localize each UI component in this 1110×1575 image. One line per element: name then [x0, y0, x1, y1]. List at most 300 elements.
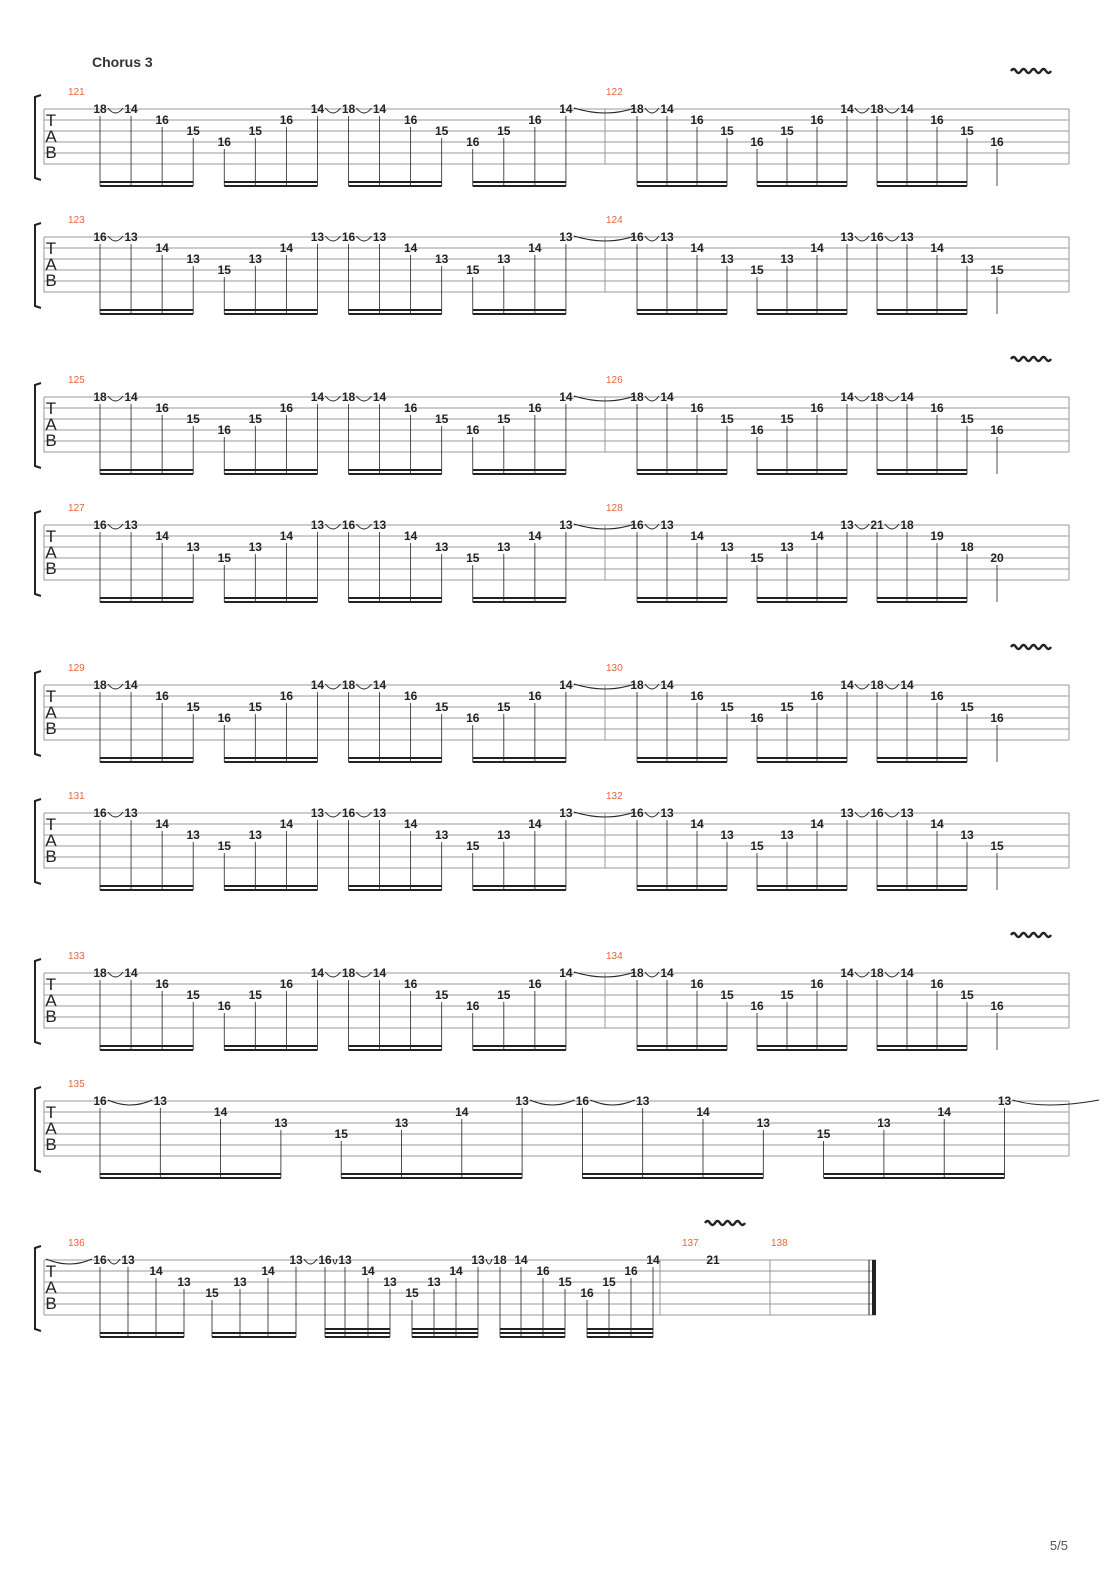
- fret-number: 13: [372, 518, 387, 532]
- fret-number: 15: [248, 124, 262, 138]
- fret-number: 16: [690, 977, 704, 991]
- fret-number: 16: [624, 1264, 638, 1278]
- fret-number: 13: [960, 828, 974, 842]
- fret-number: 14: [149, 1264, 163, 1278]
- fret-number: 18: [93, 678, 107, 692]
- fret-number: 16: [870, 230, 884, 244]
- fret-number: 13: [497, 252, 511, 266]
- fret-number: 13: [372, 230, 387, 244]
- fret-number: 16: [341, 518, 356, 532]
- measure-number: 123: [68, 215, 85, 226]
- fret-number: 16: [750, 711, 764, 725]
- fret-number: 18: [93, 966, 107, 980]
- fret-number: 13: [186, 828, 200, 842]
- fret-number: 16: [930, 401, 944, 415]
- fret-number: 14: [124, 102, 138, 116]
- tab-clef-letter: A: [45, 831, 57, 850]
- staff-bracket: [35, 223, 41, 308]
- fret-number: 14: [310, 966, 325, 980]
- tab-clef-letter: B: [45, 1294, 57, 1313]
- fret-number: 13: [960, 252, 974, 266]
- fret-number: 14: [155, 817, 169, 831]
- fret-number: 16: [630, 518, 644, 532]
- measure-number: 131: [68, 791, 85, 802]
- fret-number: 13: [338, 1253, 352, 1267]
- fret-number: 16: [279, 977, 294, 991]
- fret-number: 16: [630, 806, 644, 820]
- fret-number: 14: [528, 817, 542, 831]
- fret-number: 15: [780, 700, 794, 714]
- fret-number: 15: [990, 263, 1004, 277]
- fret-number: 16: [990, 999, 1004, 1013]
- fret-number: 13: [310, 518, 325, 532]
- fret-number: 15: [405, 1286, 419, 1300]
- tab-clef-letter: B: [45, 271, 57, 290]
- fret-number: 15: [186, 412, 200, 426]
- tab-clef-letter: T: [45, 1103, 57, 1122]
- fret-number: 15: [334, 1127, 348, 1141]
- fret-number: 13: [997, 1094, 1012, 1108]
- fret-number: 13: [780, 828, 794, 842]
- fret-number: 13: [780, 252, 794, 266]
- fret-number: 16: [403, 401, 418, 415]
- fret-number: 13: [124, 230, 138, 244]
- fret-number: 16: [930, 113, 944, 127]
- measure-number: 127: [68, 503, 85, 514]
- measure-number: 124: [606, 215, 623, 226]
- fret-number: 14: [660, 966, 674, 980]
- fret-number: 15: [466, 839, 480, 853]
- staff-bracket: [35, 959, 41, 1044]
- fret-number: 14: [449, 1264, 463, 1278]
- fret-number: 16: [536, 1264, 550, 1278]
- fret-number: 16: [93, 1253, 107, 1267]
- staff-bracket: [35, 383, 41, 468]
- fret-number: 16: [466, 135, 480, 149]
- fret-number: 15: [248, 412, 262, 426]
- fret-number: 14: [310, 678, 325, 692]
- fret-number: 15: [816, 1127, 831, 1141]
- fret-number: 13: [435, 252, 449, 266]
- fret-number: 13: [900, 806, 914, 820]
- fret-number: 14: [372, 678, 387, 692]
- staff-bracket: [35, 1087, 41, 1172]
- staff-bracket: [35, 671, 41, 756]
- fret-number: 13: [121, 1253, 135, 1267]
- fret-number: 16: [990, 711, 1004, 725]
- fret-number: 15: [558, 1275, 572, 1289]
- fret-number: 13: [248, 540, 262, 554]
- fret-number: 15: [186, 124, 200, 138]
- fret-number: 18: [341, 102, 356, 116]
- staff-bracket: [35, 1246, 41, 1331]
- measure-number: 126: [606, 375, 623, 386]
- fret-number: 16: [870, 806, 884, 820]
- measure-number: 132: [606, 791, 623, 802]
- fret-number: 16: [466, 999, 480, 1013]
- fret-number: 15: [217, 551, 231, 565]
- fret-number: 14: [900, 102, 914, 116]
- tab-clef-letter: A: [45, 1278, 57, 1297]
- fret-number: 14: [690, 529, 704, 543]
- vibrato-mark: [1011, 69, 1051, 73]
- tab-clef-letter: T: [45, 815, 57, 834]
- fret-number: 18: [341, 678, 356, 692]
- fret-number: 16: [155, 401, 169, 415]
- fret-number: 15: [960, 412, 974, 426]
- fret-number: 16: [93, 806, 107, 820]
- fret-number: 16: [466, 711, 480, 725]
- fret-number: 13: [900, 230, 914, 244]
- tab-clef-letter: T: [45, 1262, 57, 1281]
- fret-number: 14: [660, 678, 674, 692]
- fret-number: 14: [124, 390, 138, 404]
- tab-clef-letter: B: [45, 1007, 57, 1026]
- fret-number: 16: [403, 113, 418, 127]
- tab-clef-letter: B: [45, 559, 57, 578]
- fret-number: 16: [810, 689, 824, 703]
- fret-number: 14: [124, 678, 138, 692]
- staff-bracket: [35, 95, 41, 180]
- fret-number: 13: [840, 806, 854, 820]
- fret-number: 18: [93, 102, 107, 116]
- fret-number: 13: [497, 540, 511, 554]
- fret-number: 14: [690, 241, 704, 255]
- fret-number: 15: [497, 988, 511, 1002]
- tab-clef-letter: T: [45, 111, 57, 130]
- fret-number: 15: [750, 263, 764, 277]
- fret-number: 13: [289, 1253, 303, 1267]
- fret-number: 14: [840, 966, 854, 980]
- fret-number: 14: [279, 817, 294, 831]
- fret-number: 16: [403, 977, 418, 991]
- fret-number: 15: [780, 988, 794, 1002]
- fret-number: 14: [559, 390, 573, 404]
- fret-number: 14: [310, 390, 325, 404]
- fret-number: 16: [528, 689, 542, 703]
- fret-number: 13: [310, 230, 325, 244]
- fret-number: 18: [870, 678, 884, 692]
- fret-number: 13: [394, 1116, 409, 1130]
- fret-number: 15: [602, 1275, 616, 1289]
- vibrato-mark: [1011, 357, 1051, 361]
- fret-number: 13: [559, 518, 573, 532]
- fret-number: 16: [403, 689, 418, 703]
- fret-number: 13: [435, 540, 449, 554]
- section-title: Chorus 3: [92, 54, 153, 70]
- fret-number: 14: [514, 1253, 528, 1267]
- fret-number: 15: [186, 700, 200, 714]
- fret-number: 13: [427, 1275, 441, 1289]
- fret-number: 16: [528, 401, 542, 415]
- fret-number: 18: [493, 1253, 507, 1267]
- fret-number: 13: [720, 540, 734, 554]
- page-number: 5/5: [1049, 1538, 1068, 1553]
- fret-number: 16: [575, 1094, 590, 1108]
- fret-number: 16: [93, 230, 107, 244]
- fret-number: 15: [435, 412, 449, 426]
- measure-number: 125: [68, 375, 85, 386]
- fret-number: 15: [435, 124, 449, 138]
- fret-number: 14: [403, 817, 418, 831]
- fret-number: 14: [930, 241, 944, 255]
- fret-number: 13: [515, 1094, 529, 1108]
- fret-number: 13: [877, 1116, 891, 1130]
- fret-number: 16: [990, 135, 1004, 149]
- fret-number: 15: [435, 988, 449, 1002]
- fret-number: 16: [155, 689, 169, 703]
- fret-number: 13: [177, 1275, 191, 1289]
- fret-number: 14: [361, 1264, 375, 1278]
- fret-number: 15: [990, 839, 1004, 853]
- fret-number: 14: [810, 529, 824, 543]
- tab-clef-letter: A: [45, 991, 57, 1010]
- fret-number: 16: [341, 806, 356, 820]
- tab-clef-letter: A: [45, 255, 57, 274]
- measure-number: 137: [682, 1238, 699, 1249]
- fret-number: 13: [383, 1275, 397, 1289]
- staff-bracket: [35, 799, 41, 884]
- fret-number: 14: [900, 966, 914, 980]
- fret-number: 14: [559, 102, 573, 116]
- fret-number: 18: [870, 390, 884, 404]
- measure-number: 121: [68, 87, 85, 98]
- fret-number: 16: [750, 423, 764, 437]
- tab-clef-letter: T: [45, 975, 57, 994]
- fret-number: 18: [630, 102, 644, 116]
- fret-number: 14: [372, 390, 387, 404]
- fret-number: 15: [960, 700, 974, 714]
- fret-number: 14: [900, 678, 914, 692]
- fret-number: 13: [435, 828, 449, 842]
- fret-number: 18: [870, 102, 884, 116]
- fret-number: 14: [279, 241, 294, 255]
- fret-number: 16: [750, 999, 764, 1013]
- fret-number: 18: [870, 966, 884, 980]
- vibrato-mark: [705, 1221, 745, 1225]
- fret-number: 14: [261, 1264, 275, 1278]
- fret-number: 14: [660, 390, 674, 404]
- fret-number: 16: [690, 113, 704, 127]
- fret-number: 13: [756, 1116, 770, 1130]
- fret-number: 14: [937, 1105, 951, 1119]
- fret-number: 14: [840, 678, 854, 692]
- fret-number: 16: [690, 689, 704, 703]
- fret-number: 14: [528, 241, 542, 255]
- fret-number: 13: [840, 518, 854, 532]
- staff-bracket: [35, 511, 41, 596]
- fret-number: 16: [930, 977, 944, 991]
- tab-clef-letter: A: [45, 543, 57, 562]
- measure-number: 138: [771, 1238, 788, 1249]
- measure-number: 133: [68, 951, 85, 962]
- tab-clef-letter: A: [45, 415, 57, 434]
- fret-number: 13: [559, 230, 573, 244]
- fret-number: 13: [248, 828, 262, 842]
- vibrato-mark: [1011, 933, 1051, 937]
- tab-clef-letter: A: [45, 703, 57, 722]
- fret-number: 19: [930, 529, 944, 543]
- fret-number: 18: [960, 540, 974, 554]
- fret-number: 14: [372, 102, 387, 116]
- fret-number: 15: [186, 988, 200, 1002]
- fret-number: 13: [840, 230, 854, 244]
- fret-number: 14: [528, 529, 542, 543]
- tab-clef-letter: B: [45, 143, 57, 162]
- fret-number: 13: [186, 540, 200, 554]
- fret-number: 14: [403, 529, 418, 543]
- fret-number: 13: [780, 540, 794, 554]
- fret-number: 16: [318, 1253, 332, 1267]
- fret-number: 16: [690, 401, 704, 415]
- fret-number: 14: [372, 966, 387, 980]
- fret-number: 18: [341, 966, 356, 980]
- fret-number: 13: [372, 806, 387, 820]
- fret-number: 13: [497, 828, 511, 842]
- fret-number: 15: [960, 988, 974, 1002]
- fret-number: 13: [720, 828, 734, 842]
- fret-number: 21: [706, 1253, 720, 1267]
- measure-number: 128: [606, 503, 623, 514]
- measure-number: 134: [606, 951, 623, 962]
- fret-number: 13: [636, 1094, 650, 1108]
- fret-number: 14: [810, 817, 824, 831]
- fret-number: 15: [497, 124, 511, 138]
- fret-number: 14: [810, 241, 824, 255]
- tab-clef-letter: B: [45, 847, 57, 866]
- fret-number: 15: [217, 263, 231, 277]
- fret-number: 14: [559, 678, 573, 692]
- tab-clef-letter: B: [45, 1135, 57, 1154]
- fret-number: 16: [810, 977, 824, 991]
- fret-number: 15: [217, 839, 231, 853]
- measure-number: 136: [68, 1238, 85, 1249]
- fret-number: 18: [341, 390, 356, 404]
- fret-number: 13: [660, 806, 674, 820]
- fret-number: 13: [248, 252, 262, 266]
- fret-number: 16: [217, 135, 231, 149]
- fret-number: 15: [248, 988, 262, 1002]
- measure-number: 129: [68, 663, 85, 674]
- fret-number: 16: [93, 518, 107, 532]
- fret-number: 14: [310, 102, 325, 116]
- fret-number: 14: [124, 966, 138, 980]
- fret-number: 14: [646, 1253, 660, 1267]
- measure-number: 122: [606, 87, 623, 98]
- fret-number: 15: [720, 988, 734, 1002]
- fret-number: 15: [466, 263, 480, 277]
- fret-number: 15: [750, 551, 764, 565]
- fret-number: 14: [930, 817, 944, 831]
- fret-number: 16: [217, 999, 231, 1013]
- fret-number: 14: [559, 966, 573, 980]
- fret-number: 15: [780, 412, 794, 426]
- fret-number: 16: [93, 1094, 107, 1108]
- fret-number: 16: [750, 135, 764, 149]
- fret-number: 14: [155, 529, 169, 543]
- tab-clef-letter: T: [45, 687, 57, 706]
- fret-number: 18: [93, 390, 107, 404]
- tab-clef-letter: T: [45, 239, 57, 258]
- fret-number: 15: [497, 412, 511, 426]
- fret-number: 15: [720, 412, 734, 426]
- fret-number: 15: [466, 551, 480, 565]
- fret-number: 13: [720, 252, 734, 266]
- fret-number: 15: [720, 700, 734, 714]
- vibrato-mark: [1011, 645, 1051, 649]
- fret-number: 14: [696, 1105, 710, 1119]
- fret-number: 14: [455, 1105, 469, 1119]
- fret-number: 16: [528, 977, 542, 991]
- fret-number: 16: [217, 711, 231, 725]
- fret-number: 18: [900, 518, 914, 532]
- fret-number: 16: [155, 977, 169, 991]
- fret-number: 16: [155, 113, 169, 127]
- fret-number: 14: [279, 529, 294, 543]
- fret-number: 16: [630, 230, 644, 244]
- fret-number: 13: [153, 1094, 167, 1108]
- fret-number: 15: [497, 700, 511, 714]
- measure-number: 135: [68, 1079, 85, 1090]
- fret-number: 16: [341, 230, 356, 244]
- fret-number: 13: [471, 1253, 485, 1267]
- fret-number: 18: [630, 678, 644, 692]
- fret-number: 14: [155, 241, 169, 255]
- fret-number: 14: [660, 102, 674, 116]
- measure-number: 130: [606, 663, 623, 674]
- fret-number: 16: [990, 423, 1004, 437]
- fret-number: 15: [205, 1286, 219, 1300]
- tab-clef-letter: T: [45, 527, 57, 546]
- fret-number: 13: [559, 806, 573, 820]
- fret-number: 16: [810, 113, 824, 127]
- fret-number: 18: [630, 390, 644, 404]
- fret-number: 15: [780, 124, 794, 138]
- fret-number: 16: [279, 401, 294, 415]
- fret-number: 21: [870, 518, 884, 532]
- fret-number: 13: [186, 252, 200, 266]
- fret-number: 20: [990, 551, 1004, 565]
- fret-number: 16: [580, 1286, 594, 1300]
- tab-clef-letter: B: [45, 719, 57, 738]
- fret-number: 16: [930, 689, 944, 703]
- fret-number: 15: [435, 700, 449, 714]
- fret-number: 13: [124, 518, 138, 532]
- fret-number: 16: [279, 113, 294, 127]
- fret-number: 15: [750, 839, 764, 853]
- fret-number: 13: [124, 806, 138, 820]
- fret-number: 13: [660, 518, 674, 532]
- fret-number: 14: [213, 1105, 228, 1119]
- fret-number: 16: [528, 113, 542, 127]
- tab-clef-letter: A: [45, 1119, 57, 1138]
- fret-number: 15: [960, 124, 974, 138]
- fret-number: 14: [900, 390, 914, 404]
- fret-number: 13: [233, 1275, 247, 1289]
- fret-number: 16: [466, 423, 480, 437]
- fret-number: 14: [840, 102, 854, 116]
- fret-number: 16: [279, 689, 294, 703]
- fret-number: 13: [310, 806, 325, 820]
- fret-number: 15: [248, 700, 262, 714]
- fret-number: 14: [403, 241, 418, 255]
- fret-number: 14: [690, 817, 704, 831]
- fret-number: 18: [630, 966, 644, 980]
- fret-number: 13: [660, 230, 674, 244]
- fret-number: 16: [810, 401, 824, 415]
- tab-clef-letter: B: [45, 431, 57, 450]
- fret-number: 14: [840, 390, 854, 404]
